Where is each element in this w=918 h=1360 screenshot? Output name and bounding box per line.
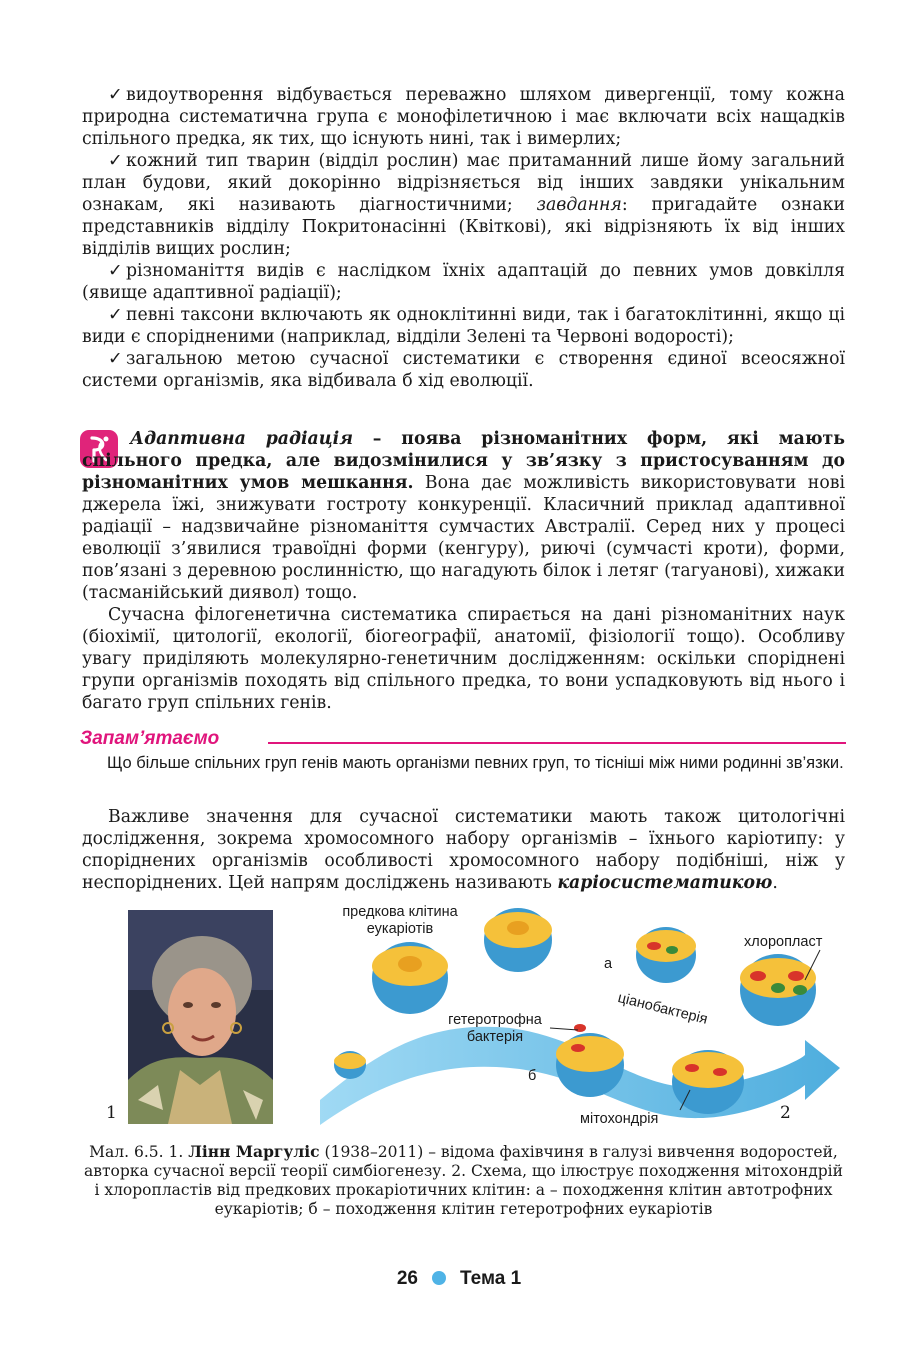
label-ancestor-cell: предкова клітина еукаріотів	[342, 904, 458, 937]
figure-label-1: 1	[106, 1103, 117, 1123]
portrait-photo	[128, 910, 273, 1124]
definition-term: Адаптивна радіація	[130, 429, 353, 449]
remember-divider	[268, 742, 846, 744]
ancestor-cell-2	[484, 908, 552, 972]
check-icon: ✓	[108, 305, 123, 325]
label-mitochondrion: мітохондрія	[580, 1111, 659, 1127]
bullet-3: ✓ різноманіття видів є наслідком їхніх адаптацій до певних умов довкілля (явище адаптивної радіації);	[82, 261, 845, 303]
remember-title: Запам’ятаємо	[80, 728, 220, 749]
plant-cell	[740, 954, 816, 1026]
definition-paragraph: Адаптивна радіація – поява різноманітних форм, які мають спільного предка, але видозмінилися у зв’язку з пристосуванням до різноманітних умов мешкання. Вона дає можливість використовувати нові джерела їжі, знижувати гостроту конкуренції. Класичний приклад адаптивної радіації – надзвичайне різноманіття сумчастих Австралії. Серед них у процесі еволюції з’явилися травоїдні форми (кенгуру), риючі (сумчасті кроти), форми, пов’язані з деревною рослинністю, що нагадують білок і летяг (тагуанові), хижаки (тасманійський диявол) тощо. Сучасна філогенетична систематика спирається на дані різноманітних наук (біохімії, цитології, екології, біогеографії, анатомії, фізіології тощо). Особливу увагу приділяють молекулярно-генетичним дослідженням: оскільки споріднені групи організмів походять від спільного предка, то вони успадковують від нього і багато груп спільних генів.	[82, 429, 845, 713]
figure-caption: Мал. 6.5. 1. Лінн Маргуліс (1938–2011) – відома фахівчиня в галузі вивчення водоростей, авторка сучасної версії теорії симбіогенезу. 2. Схема, що ілюструє походження мітохондрій і хлоропластів від предкових прокаріотичних клітин: а – походження клітин автотрофних еукаріотів; б – походження клітин гетеротрофних еукаріотів	[84, 1142, 843, 1218]
bullet-2: ✓ кожний тип тварин (відділ рослин) має притаманний лише йому загальний план будови, який докорінно відрізняється від інших завдяки унікальним ознакам, які називають діагностичними; завдання: пригадайте ознаки представників відділу Покритонасінні (Квіткові), які відрізняють їх від інших відділів вищих рослин;	[82, 151, 845, 259]
caption-name: Лінн Маргуліс	[188, 1142, 320, 1161]
task-label: завдання	[536, 195, 622, 215]
bullet-4: ✓ певні таксони включають як одноклітинні види, так і багатоклітинні, якщо ці види є спорідненими (наприклад, відділи Зелені та Червоні водорості);	[82, 305, 845, 347]
label-heterotrophic-bacterium: гетеротрофна бактерія	[448, 1012, 542, 1045]
check-icon: ✓	[108, 151, 123, 171]
ancestor-cell	[372, 942, 448, 1014]
definition-text: поява різноманітних форм, які мають спільного предка, але видозмінилися у зв’язку з пристосуванням до різноманітних умов мешкання.	[82, 429, 845, 493]
phylogenetic-paragraph: Сучасна філогенетична систематика спирається на дані різноманітних наук (біохімії, цитології, екології, біогеографії, анатомії, фізіології тощо). Особливу увагу приділяють молекулярно-генетичним дослідженням: оскільки споріднені групи організмів походять від спільного предка, то вони успадковують від нього і багато груп спільних генів.	[82, 605, 845, 713]
label-a: а	[604, 956, 613, 972]
bullet-1: ✓ видоутворення відбувається переважно шляхом дивергенції, тому кожна природна систематична група є монофілетичною і має включати всіх нащадків спільного предка, як тих, що існують нині, так і вимерлих;	[82, 85, 845, 149]
page-number: 26	[396, 1268, 418, 1289]
remember-text: Що більше спільних груп генів мають організми певних груп, то тісніші між ними родинні зв’язки.	[107, 754, 844, 772]
check-icon: ✓	[108, 261, 123, 281]
bullet-dot-icon	[432, 1271, 446, 1285]
karyosystematics-term: каріосистематикою	[557, 873, 773, 893]
heterotroph-cell	[556, 1024, 624, 1097]
symbiogenesis-diagram	[300, 900, 845, 1128]
label-b: б	[528, 1068, 537, 1084]
check-icon: ✓	[108, 349, 123, 369]
principles-list	[82, 84, 845, 392]
small-cell	[334, 1051, 366, 1079]
section-name: Тема 1	[459, 1268, 522, 1289]
figure-label-2: 2	[780, 1103, 791, 1123]
label-cyanobacterium: ціанобактерія	[616, 990, 710, 1028]
page-footer	[0, 1268, 918, 1290]
check-icon: ✓	[108, 85, 123, 105]
autotroph-cell	[636, 927, 696, 983]
karyosystematics-paragraph: Важливе значення для сучасної систематики мають також цитологічні дослідження, зокрема хромосомного набору організмів – їхнього каріотипу: у споріднених організмів особливості хромосомного набору подібніші, ніж у неспоріднених. Цей напрям досліджень називають каріосистематикою.	[82, 807, 845, 893]
label-chloroplast: хлоропласт	[744, 934, 823, 950]
bullet-5: ✓ загальною метою сучасної систематики є створення єдиної всеосяжної системи організмів, яка відбивала б хід еволюції.	[82, 349, 845, 391]
